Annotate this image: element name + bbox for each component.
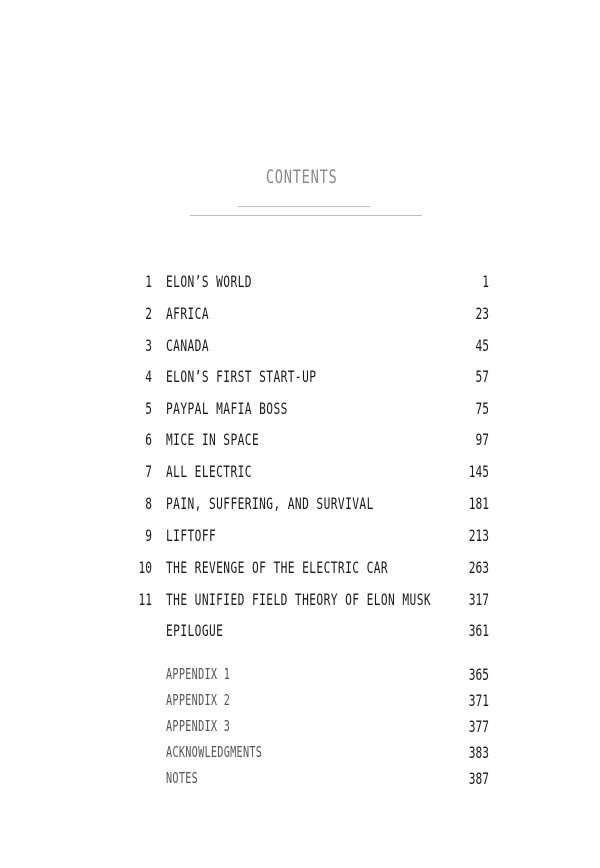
toc-entry-notes[interactable] — [0, 769, 600, 793]
back-matter-title: ACKNOWLEDGMENTS — [166, 743, 263, 761]
toc-entry-appendix-3[interactable] — [0, 717, 600, 741]
toc-entry-chapter-1[interactable] — [0, 272, 600, 296]
chapter-number: 3 — [145, 336, 152, 355]
chapter-page: 57 — [475, 367, 489, 386]
chapter-title: PAYPAL MAFIA BOSS — [166, 399, 288, 418]
toc-entry-chapter-9[interactable] — [0, 526, 600, 550]
back-matter-page: 383 — [468, 743, 489, 762]
heading-divider-long — [190, 215, 422, 216]
chapter-page: 361 — [468, 621, 489, 640]
chapter-number: 9 — [145, 526, 152, 545]
back-matter-page: 365 — [468, 665, 489, 684]
back-matter-page: 371 — [468, 691, 489, 710]
chapter-number: 11 — [138, 590, 152, 609]
contents-heading: CONTENTS — [265, 166, 338, 188]
toc-entry-chapter-10[interactable] — [0, 558, 600, 582]
chapter-page: 23 — [475, 304, 489, 323]
chapter-number: 10 — [138, 558, 152, 577]
toc-entry-acknowledgments[interactable] — [0, 743, 600, 767]
back-matter-title: NOTES — [166, 769, 199, 787]
chapter-number: 7 — [145, 462, 152, 481]
chapter-page: 45 — [475, 336, 489, 355]
chapter-title: ELON’S WORLD — [166, 272, 252, 291]
toc-entry-chapter-4[interactable] — [0, 367, 600, 391]
chapter-title: MICE IN SPACE — [166, 430, 260, 449]
toc-entry-chapter-11[interactable] — [0, 590, 600, 614]
chapter-page: 97 — [475, 430, 489, 449]
toc-entry-chapter-7[interactable] — [0, 462, 600, 486]
back-matter-page: 377 — [468, 717, 489, 736]
chapter-page: 181 — [468, 494, 489, 513]
back-matter-title: APPENDIX 2 — [166, 691, 231, 709]
chapter-title: ELON’S FIRST START-UP — [166, 367, 317, 386]
back-matter-page: 387 — [468, 769, 489, 788]
chapter-title: AFRICA — [166, 304, 209, 323]
toc-entry-appendix-1[interactable] — [0, 665, 600, 689]
chapter-page: 213 — [468, 526, 489, 545]
chapter-title: CANADA — [166, 336, 209, 355]
toc-entry-chapter-5[interactable] — [0, 399, 600, 423]
back-matter-title: APPENDIX 1 — [166, 665, 231, 683]
chapter-number: 6 — [145, 430, 152, 449]
chapter-page: 263 — [468, 558, 489, 577]
back-matter-title: APPENDIX 3 — [166, 717, 231, 735]
chapter-title: ALL ELECTRIC — [166, 462, 252, 481]
toc-entry-chapter-2[interactable] — [0, 304, 600, 328]
toc-entry-chapter-6[interactable] — [0, 430, 600, 454]
toc-entry-appendix-2[interactable] — [0, 691, 600, 715]
chapter-page: 75 — [475, 399, 489, 418]
chapter-title: LIFTOFF — [166, 526, 217, 545]
chapter-title: PAIN, SUFFERING, AND SURVIVAL — [166, 494, 374, 513]
chapter-number: 1 — [145, 272, 152, 291]
chapter-page: 317 — [468, 590, 489, 609]
chapter-number: 5 — [145, 399, 152, 418]
chapter-number: 8 — [145, 494, 152, 513]
chapter-page: 1 — [482, 272, 489, 291]
chapter-page: 145 — [468, 462, 489, 481]
chapter-title: EPILOGUE — [166, 621, 224, 640]
toc-entry-chapter-3[interactable] — [0, 336, 600, 360]
toc-entry-epilogue[interactable] — [0, 621, 600, 645]
heading-divider-short — [238, 206, 370, 207]
chapter-number: 4 — [145, 367, 152, 386]
chapter-number: 2 — [145, 304, 152, 323]
chapter-title: THE UNIFIED FIELD THEORY OF ELON MUSK — [166, 590, 432, 609]
toc-entry-chapter-8[interactable] — [0, 494, 600, 518]
chapter-title: THE REVENGE OF THE ELECTRIC CAR — [166, 558, 389, 577]
